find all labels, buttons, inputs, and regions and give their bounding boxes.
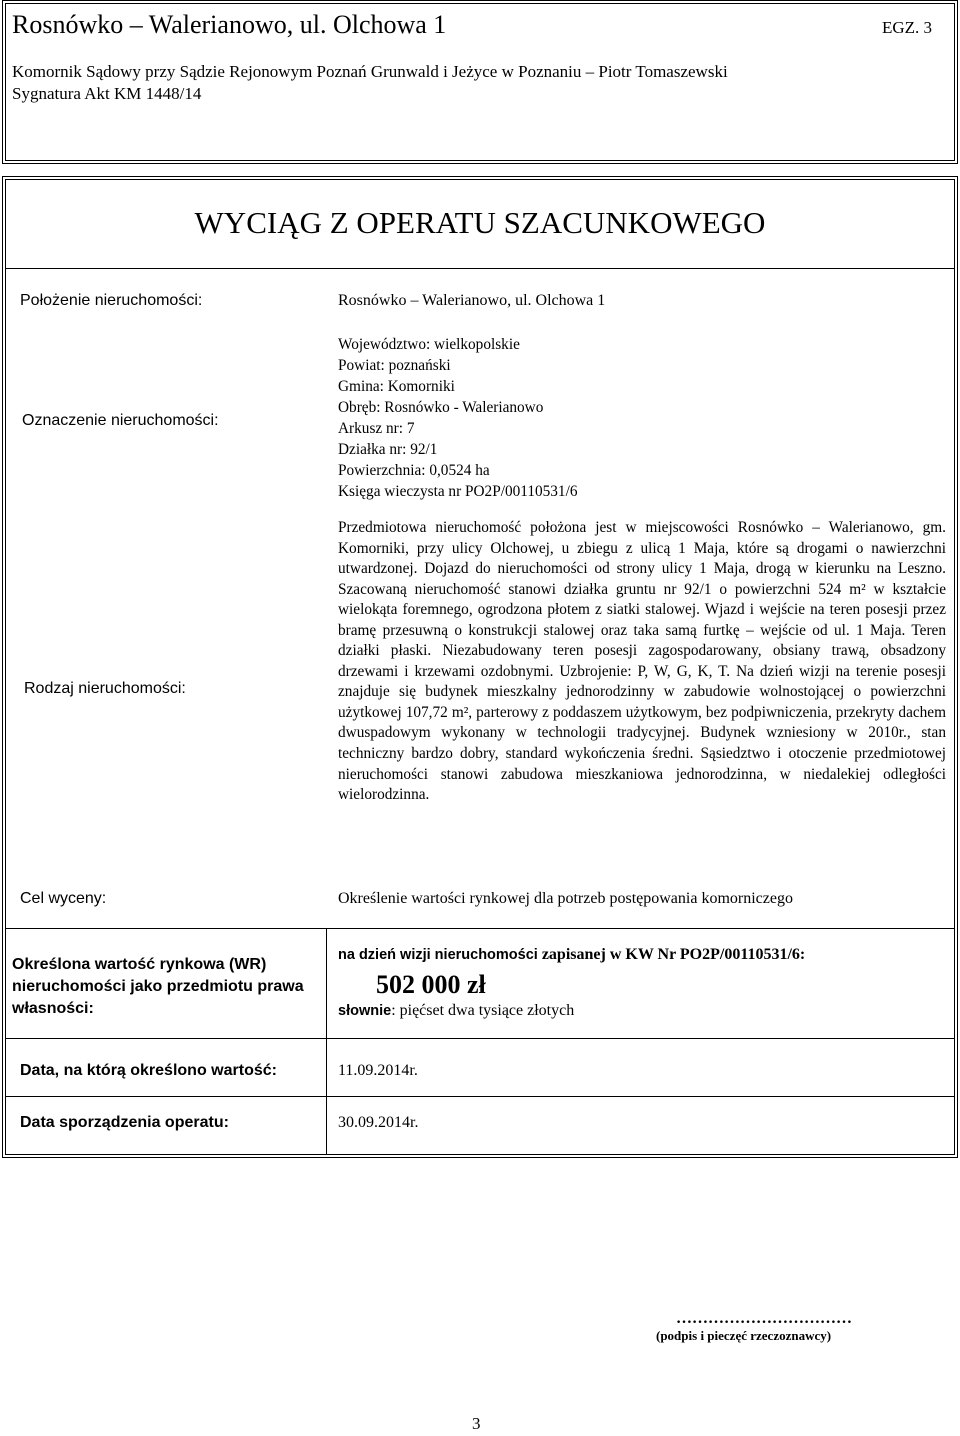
market-value-amount: 502 000 zł xyxy=(376,970,486,999)
purpose-label: Cel wyceny: xyxy=(20,890,107,907)
designation-line: Gmina: Komorniki xyxy=(338,378,455,395)
report-date-label: Data sporządzenia operatu: xyxy=(20,1114,229,1131)
market-value-words-value: : pięćset dwa tysiące złotych xyxy=(391,1002,575,1019)
market-value-label-line: własności: xyxy=(12,1000,94,1017)
purpose-value: Określenie wartości rynkowej dla potrzeb postępowania komorniczego xyxy=(338,890,793,907)
date-separator xyxy=(6,1096,954,1097)
page-number: 3 xyxy=(472,1414,481,1433)
designation-line: Działka nr: 92/1 xyxy=(338,441,438,458)
market-value-prefix-bold: na dzień wizji nieruchomości xyxy=(338,947,538,963)
designation-line: Powierzchnia: 0,0524 ha xyxy=(338,462,490,479)
property-description xyxy=(338,518,946,806)
header-signature: Sygnatura Akt KM 1448/14 xyxy=(12,84,202,103)
market-value-words-label: słownie xyxy=(338,1003,392,1019)
signature-dots: …………………………… xyxy=(676,1310,852,1327)
valuation-date-value: 11.09.2014r. xyxy=(338,1062,418,1079)
value-bottom-separator xyxy=(6,1038,954,1039)
signature-label: (podpis i pieczęć rzeczoznawcy) xyxy=(656,1328,832,1343)
designation-line: Powiat: poznański xyxy=(338,357,451,374)
title-separator xyxy=(6,268,954,269)
header-bailiff: Komornik Sądowy przy Sądzie Rejonowym Poznań Grunwald i Jeżyce w Poznaniu – Piotr Tomaszewski xyxy=(12,62,728,81)
location-value: Rosnówko – Walerianowo, ul. Olchowa 1 xyxy=(338,292,606,309)
type-label: Rodzaj nieruchomości: xyxy=(24,680,186,697)
market-value-prefix xyxy=(338,946,805,964)
description-text: Przedmiotowa nieruchomość położona jest w miejscowości Rosnówko – Walerianowo, gm. Komorniki, przy ulicy Olchowej, u zbiegu z ulicą 1 Maja, które są drogami o nawierzchni utwardzonej. Dojazd do nieruchomości od strony ulicy 1 Maja, drogą w kierunku na Leszno. Szacowaną nieruchomość stanowi działka gruntu nr 92/1 o powierzchni 524 m² w kształcie wielokąta foremnego, ogrodzona płotem z siatki stalowej. Wjazd i wejście na teren posesji przez bramę przesuwną o konstrukcji stalowej oraz taka samą furtkę – wejście od ul. 1 Maja. Teren działki płaski. Niezabudowany teren posesji zagospodarowany, obsiany trawą, obsadzony drzewami i krzewami ozdobnymi. Uzbrojenie: P, W, G, K, T. Na dzień wizji na terenie posesji znajduje się budynek mieszkalny jednorodzinny w zabudowie wolnostojącej o powierzchni użytkowej 107,72 m², parterowy z poddaszem użytkowym, bez podpiwniczenia, przekryty dachem dwuspadowym wykonany w technologii tradycyjnej. Budynek wzniesiony w 2010r., stan techniczny bardzo dobry, standard wykończenia średni. Sąsiedztwo i otoczenie przedmiotowej nieruchomości stanowi zabudowa mieszkaniowa jednorodzinna, w niedalekiej odległości wielorodzinna. xyxy=(338,519,946,804)
market-value-words xyxy=(338,1002,574,1020)
market-value-label-line: Określona wartość rynkowa (WR) xyxy=(12,956,267,973)
designation-line: Arkusz nr: 7 xyxy=(338,420,415,437)
header-address: Rosnówko – Walerianowo, ul. Olchowa 1 xyxy=(12,10,447,39)
report-date-value: 30.09.2014r. xyxy=(338,1114,419,1131)
value-top-separator xyxy=(6,928,954,929)
designation-line: Księga wieczysta nr PO2P/00110531/6 xyxy=(338,483,578,500)
market-value-prefix-rest: zapisanej w KW Nr PO2P/00110531/6: xyxy=(541,946,806,963)
header-egz: EGZ. 3 xyxy=(882,18,933,37)
valuation-date-label: Data, na którą określono wartość: xyxy=(20,1062,277,1079)
designation-list xyxy=(338,334,577,502)
document-title: WYCIĄG Z OPERATU SZACUNKOWEGO xyxy=(194,205,766,240)
designation-line: Obręb: Rosnówko - Walerianowo xyxy=(338,399,544,416)
designation-line: Województwo: wielkopolskie xyxy=(338,336,520,353)
market-value-label-line: nieruchomości jako przedmiotu prawa xyxy=(12,978,304,995)
column-divider xyxy=(326,928,327,1154)
market-value-label xyxy=(12,954,304,1020)
location-label: Położenie nieruchomości: xyxy=(20,292,203,309)
designation-label: Oznaczenie nieruchomości: xyxy=(22,412,219,429)
